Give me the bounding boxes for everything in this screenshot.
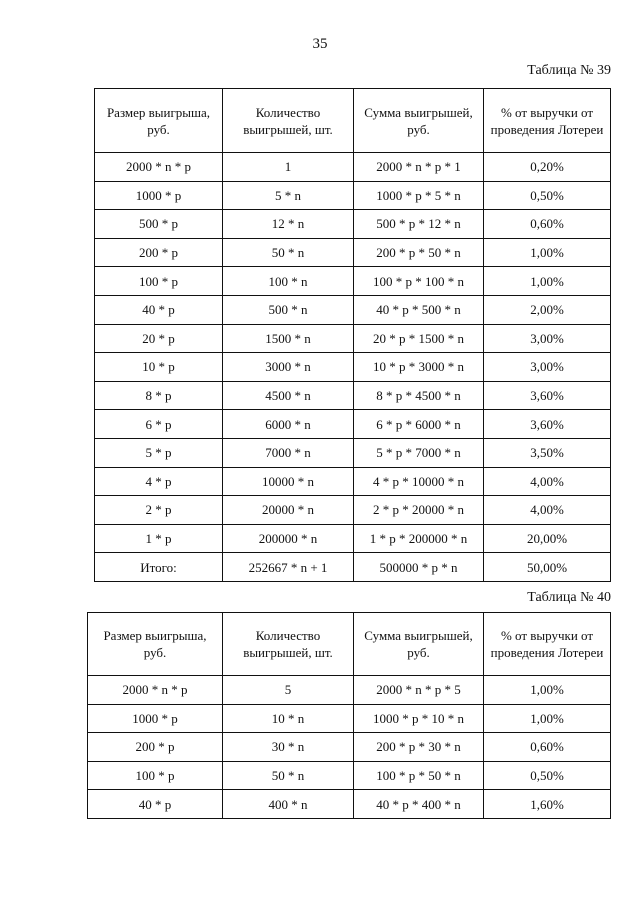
cell-prize-sum: 4 * p * 10000 * n [354,467,484,496]
cell-revenue-percent: 0,60% [484,733,611,762]
cell-prize-sum: 500000 * p * n [354,553,484,582]
cell-revenue-percent: 50,00% [484,553,611,582]
column-header-prize-size: Размер выигрыша, руб. [95,89,223,153]
table-row [95,467,611,496]
cell-prize-size: 5 * p [95,438,223,467]
cell-prize-count: 100 * n [223,267,354,296]
column-header-revenue-percent: % от выручки от проведения Лотереи [484,613,611,676]
column-header-prize-sum: Сумма выигрышей, руб. [354,89,484,153]
cell-revenue-percent: 3,60% [484,381,611,410]
cell-prize-size: 10 * p [95,353,223,382]
cell-prize-sum: 1 * p * 200000 * n [354,524,484,553]
cell-prize-sum: 2 * p * 20000 * n [354,496,484,525]
cell-prize-size: 2000 * n * p [95,153,223,182]
cell-prize-count: 30 * n [223,733,354,762]
cell-prize-size: 500 * p [95,210,223,239]
table-row [95,181,611,210]
cell-prize-sum: 40 * p * 400 * n [354,790,484,819]
cell-prize-size: 6 * p [95,410,223,439]
cell-prize-size: 2000 * n * p [88,676,223,705]
cell-prize-count: 500 * n [223,295,354,324]
cell-revenue-percent: 1,00% [484,238,611,267]
cell-prize-count: 1 [223,153,354,182]
cell-prize-count: 10 * n [223,704,354,733]
cell-prize-size: 40 * p [95,295,223,324]
cell-prize-size: 100 * p [88,761,223,790]
cell-prize-count: 20000 * n [223,496,354,525]
cell-prize-sum: 8 * p * 4500 * n [354,381,484,410]
cell-revenue-percent: 3,00% [484,353,611,382]
cell-prize-sum: 40 * p * 500 * n [354,295,484,324]
cell-revenue-percent: 0,50% [484,761,611,790]
cell-revenue-percent: 2,00% [484,295,611,324]
table-39-caption: Таблица № 39 [527,63,611,78]
cell-revenue-percent: 1,00% [484,676,611,705]
table-header-row [88,613,611,676]
cell-prize-size: Итого: [95,553,223,582]
table-row [95,438,611,467]
cell-prize-size: 2 * p [95,496,223,525]
table-40 [87,612,611,819]
cell-prize-count: 400 * n [223,790,354,819]
cell-prize-count: 6000 * n [223,410,354,439]
cell-revenue-percent: 4,00% [484,467,611,496]
cell-prize-count: 200000 * n [223,524,354,553]
cell-prize-count: 7000 * n [223,438,354,467]
table-row [88,733,611,762]
cell-prize-sum: 100 * p * 100 * n [354,267,484,296]
cell-prize-size: 1000 * p [95,181,223,210]
cell-revenue-percent: 20,00% [484,524,611,553]
cell-prize-sum: 6 * p * 6000 * n [354,410,484,439]
table-row [88,704,611,733]
cell-revenue-percent: 0,60% [484,210,611,239]
cell-prize-size: 40 * p [88,790,223,819]
cell-prize-size: 8 * p [95,381,223,410]
table-row [88,790,611,819]
cell-prize-count: 3000 * n [223,353,354,382]
cell-prize-sum: 500 * p * 12 * n [354,210,484,239]
cell-prize-sum: 5 * p * 7000 * n [354,438,484,467]
cell-prize-count: 1500 * n [223,324,354,353]
cell-prize-sum: 200 * p * 30 * n [354,733,484,762]
cell-prize-size: 1 * p [95,524,223,553]
page-number: 35 [312,36,328,52]
cell-prize-sum: 100 * p * 50 * n [354,761,484,790]
cell-revenue-percent: 3,50% [484,438,611,467]
table-row [95,210,611,239]
table-row [95,410,611,439]
cell-prize-sum: 10 * p * 3000 * n [354,353,484,382]
table-header-row [95,89,611,153]
table-row [95,381,611,410]
cell-revenue-percent: 1,60% [484,790,611,819]
table-row [95,324,611,353]
cell-revenue-percent: 1,00% [484,267,611,296]
cell-prize-size: 200 * p [88,733,223,762]
table-row [95,496,611,525]
table-row [95,267,611,296]
cell-prize-count: 5 * n [223,181,354,210]
table-row [88,676,611,705]
cell-prize-count: 5 [223,676,354,705]
column-header-revenue-percent: % от выручки от проведения Лотереи [484,89,611,153]
cell-revenue-percent: 0,20% [484,153,611,182]
table-row [95,353,611,382]
cell-prize-sum: 2000 * n * p * 5 [354,676,484,705]
cell-prize-count: 50 * n [223,761,354,790]
cell-revenue-percent: 1,00% [484,704,611,733]
cell-prize-sum: 2000 * n * p * 1 [354,153,484,182]
cell-prize-sum: 1000 * p * 10 * n [354,704,484,733]
column-header-prize-count: Количество выигрышей, шт. [223,89,354,153]
cell-prize-count: 252667 * n + 1 [223,553,354,582]
table-39 [94,88,611,582]
cell-prize-size: 100 * p [95,267,223,296]
table-row [95,238,611,267]
table-row [95,153,611,182]
cell-prize-count: 4500 * n [223,381,354,410]
cell-prize-count: 50 * n [223,238,354,267]
cell-prize-size: 20 * p [95,324,223,353]
table-row [95,295,611,324]
cell-revenue-percent: 4,00% [484,496,611,525]
cell-prize-sum: 20 * p * 1500 * n [354,324,484,353]
cell-prize-size: 200 * p [95,238,223,267]
cell-prize-sum: 1000 * p * 5 * n [354,181,484,210]
table-40-body [88,676,611,819]
cell-revenue-percent: 3,00% [484,324,611,353]
column-header-prize-sum: Сумма выигрышей, руб. [354,613,484,676]
cell-revenue-percent: 3,60% [484,410,611,439]
cell-prize-sum: 200 * p * 50 * n [354,238,484,267]
cell-prize-size: 4 * p [95,467,223,496]
table-40-caption: Таблица № 40 [527,590,611,605]
table-39-body [95,153,611,582]
column-header-prize-count: Количество выигрышей, шт. [223,613,354,676]
cell-revenue-percent: 0,50% [484,181,611,210]
cell-prize-size: 1000 * p [88,704,223,733]
table-row [88,761,611,790]
cell-prize-count: 12 * n [223,210,354,239]
table-total-row [95,553,611,582]
column-header-prize-size: Размер выигрыша, руб. [88,613,223,676]
table-row [95,524,611,553]
cell-prize-count: 10000 * n [223,467,354,496]
